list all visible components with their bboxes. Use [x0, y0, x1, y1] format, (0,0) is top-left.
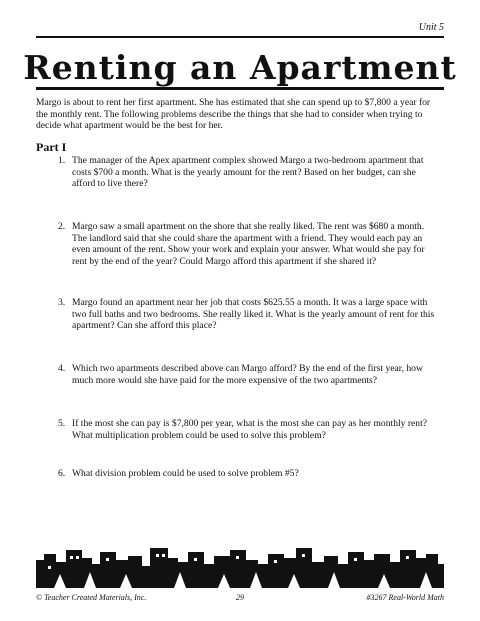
problem-3: [58, 297, 438, 332]
page-footer: [36, 593, 444, 605]
problem-number: 3.: [58, 297, 66, 308]
problem-text: If the most she can pay is $7,800 per year, what is the most she can pay as her monthly rent? What multiplication problem could be used to solve this problem?: [72, 418, 428, 441]
top-divider: [36, 36, 444, 38]
problem-text: The manager of the Apex apartment complex showed Margo a two-bedroom apartment that costs $700 a month. What is the yearly amount for the rent? Based on her budget, can she afford to live there?: [72, 155, 424, 190]
problem-text: Margo saw a small apartment on the shore that she really liked. The rent was $680 a month. The landlord said that she could share the apartment with a friend. They would each pay an even amount of the rent. Show your work and explain your answer. What would she pay for rent by the end of the year? Could Margo afford this apartment if she shared it?: [72, 221, 425, 267]
page-number: 29: [236, 593, 244, 602]
problem-6: [58, 468, 438, 480]
problem-number: 5.: [58, 418, 66, 429]
unit-label: Unit 5: [418, 22, 444, 33]
problem-text: Margo found an apartment near her job that costs $625.55 a month. It was a large space with two full baths and two bedrooms. She really liked it. What is the yearly amount of rent for this apartment? Can she afford this place?: [72, 297, 435, 332]
problem-text: What division problem could be used to solve problem #5?: [72, 468, 299, 479]
publisher-credit: © Teacher Created Materials, Inc.: [36, 593, 147, 602]
problem-5: [58, 418, 438, 441]
problem-number: 4.: [58, 363, 66, 374]
problem-2: [58, 221, 438, 267]
problem-number: 1.: [58, 155, 66, 166]
part-heading: Part I: [36, 140, 67, 154]
problem-1: [58, 155, 438, 190]
title-divider: [36, 87, 444, 90]
problem-number: 6.: [58, 468, 66, 479]
book-reference: #3267 Real-World Math: [366, 593, 444, 602]
page-title: Renting an Apartment: [23, 48, 457, 87]
problem-text: Which two apartments described above can Margo afford? By the end of the first year, how much more would she have paid for the more expensive of the two apartments?: [72, 363, 423, 386]
problem-4: [58, 363, 438, 386]
intro-paragraph: Margo is about to rent her first apartment. She has estimated that she can spend up to $7,800 a year for the monthly rent. The following problems describe the things that she had to consider when trying to decide what apartment would be the best for her.: [36, 97, 431, 132]
city-skyline-illustration: [36, 544, 444, 588]
problem-number: 2.: [58, 221, 66, 232]
